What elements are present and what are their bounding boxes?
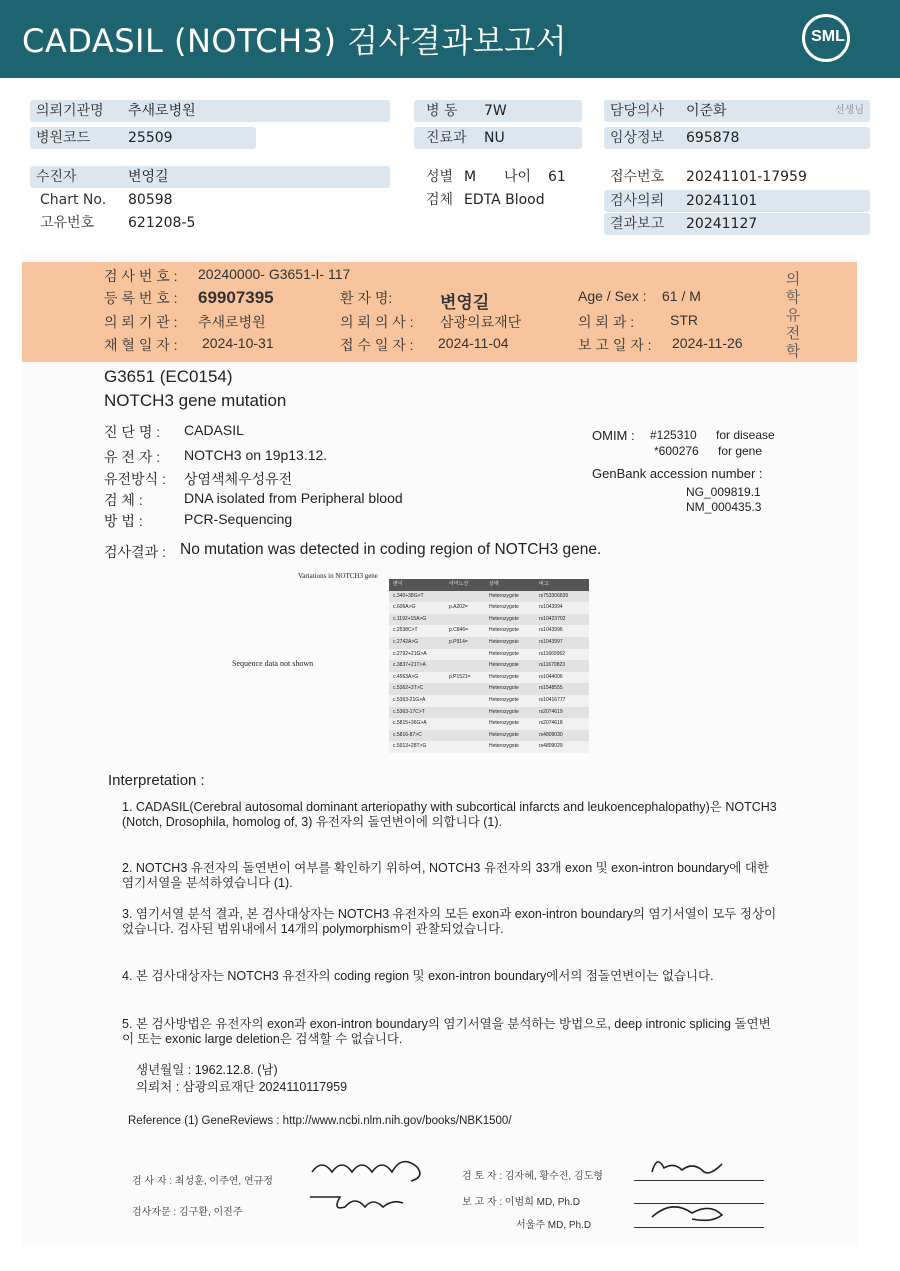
omim1: #125310 <box>650 428 697 442</box>
result-value: No mutation was detected in coding region of NOTCH3 gene. <box>180 541 602 558</box>
chart-value: 80598 <box>128 192 173 208</box>
test-name: NOTCH3 gene mutation <box>104 391 287 410</box>
inherit-label: 유전방식 : <box>104 471 166 487</box>
ref-institution: 의뢰처 : 삼광의료재단 2024110117959 <box>136 1080 348 1094</box>
diag-label: 진 단 명 : <box>104 424 161 440</box>
omim1-note: for disease <box>716 428 775 442</box>
table-row <box>389 707 589 719</box>
table-cell: rs10416777 <box>539 696 566 703</box>
specimen-label: 검체 <box>426 192 454 208</box>
signature-line <box>634 1180 764 1181</box>
receipt-field <box>604 166 870 188</box>
request-value: 20241101 <box>686 193 758 209</box>
table-cell: c.5362+3T>C <box>393 685 424 692</box>
inst-label: 의 뢰 기 관 : <box>104 314 178 330</box>
table-cell <box>449 718 489 730</box>
table-cell: Heterozygote <box>489 662 519 669</box>
report-date-value: 20241127 <box>686 216 758 232</box>
table-cell <box>449 649 489 661</box>
inst-value: 추새로병원 <box>198 314 266 330</box>
reg-no-label: 등 록 번 호 : <box>104 290 178 306</box>
chart-label: Chart No. <box>40 192 107 208</box>
table-cell: rs1548555 <box>539 685 563 692</box>
table-row <box>389 637 589 649</box>
interp-item-1: 1. CADASIL(Cerebral autosomal dominant arteriopathy with subcortical infarcts and leukoencephalopathy)은 NOTCH3 (Notch, Drosophila, homolog of, 3) 유전자의 돌연변이에 의합니다 (1). <box>122 800 777 829</box>
table-cell: c.5363-21G>A <box>393 696 426 703</box>
report-date-field <box>604 213 870 235</box>
seq-note: Sequence data not shown <box>232 659 314 668</box>
col-header: 상태 <box>489 581 499 587</box>
rep-date-value: 2024-11-26 <box>672 335 743 351</box>
omim2-note: for gene <box>718 444 763 458</box>
recv-date-value: 2024-11-04 <box>438 335 509 351</box>
patient-value: 변영길 <box>128 169 169 185</box>
table-cell: c.2792+21G>A <box>393 650 427 657</box>
omim2: *600276 <box>654 444 699 458</box>
interp-item-4: 4. 본 검사대상자는 NOTCH3 유전자의 coding region 및 exon-intron boundary에서의 점돌연변이는 없습니다. <box>122 969 714 983</box>
sex-label: 성별 <box>426 169 454 185</box>
table-row <box>389 683 589 695</box>
table-cell: rs2074618 <box>539 720 563 727</box>
table-cell: Heterozygote <box>489 592 519 599</box>
sample-label: 검 체 : <box>104 492 143 508</box>
hospital-code-label: 병원코드 <box>36 130 91 146</box>
report-dept-value: STR <box>670 312 698 328</box>
rep-date-label: 보 고 일 자 : <box>578 337 652 353</box>
requester-value: 삼광의료재단 <box>440 314 522 330</box>
logo-text: SML <box>811 28 845 45</box>
doctor-field <box>604 100 870 122</box>
dept-value: NU <box>484 130 505 146</box>
inherit-value: 상염색체우성유전 <box>184 471 293 487</box>
reference: Reference (1) GeneReviews : http://www.ncbi.nlm.nih.gov/books/NBK1500/ <box>128 1115 512 1127</box>
scanned-report <box>22 252 857 1247</box>
vertical-dept-text: 의학유전학 <box>785 270 801 360</box>
reg-no-value: 69907395 <box>198 288 274 307</box>
table-cell: rs4809030 <box>539 731 563 738</box>
sample-value: DNA isolated from Peripheral blood <box>184 490 403 506</box>
ward-value: 7W <box>484 103 507 119</box>
report-dept-label: 의 뢰 과 : <box>578 314 635 330</box>
table-cell: p.P1521= <box>449 673 471 680</box>
age-label: 나이 <box>504 169 532 185</box>
col-header: 아미노산 <box>449 581 469 587</box>
table-row <box>389 718 589 730</box>
table-cell: c.606A>G <box>393 604 416 611</box>
table-cell: rs753306839 <box>539 592 569 599</box>
table-cell: Heterozygote <box>489 604 519 611</box>
interp-item-5: 5. 본 검사방법은 유전자의 exon과 exon-intron boundary의 염기서열을 분석하는 방법으로, deep intronic splicing 돌연변이 또는 exonic large deletion은 검색할 수 없습니다. <box>122 1017 771 1046</box>
clinical-value: 695878 <box>686 130 740 146</box>
variations-title: Variations in NOTCH3 gene <box>298 572 378 580</box>
table-cell: c.1192+15A>G <box>393 615 427 622</box>
draw-date-label: 채 혈 일 자 : <box>104 337 178 353</box>
table-cell: Heterozygote <box>489 673 519 680</box>
reviewer-signature <box>632 1147 772 1237</box>
request-field <box>604 190 870 212</box>
unique-value: 621208-5 <box>128 215 196 231</box>
table-cell: c.340+38G>T <box>393 592 424 599</box>
table-row <box>389 602 589 614</box>
col-header: 변이 <box>393 581 403 587</box>
table-cell <box>449 707 489 719</box>
patient-field <box>30 166 390 188</box>
age-sex-value: 61 / M <box>662 288 701 304</box>
table-cell: Heterozygote <box>489 627 519 634</box>
examiner-signature <box>302 1150 452 1220</box>
table-cell: Heterozygote <box>489 615 519 622</box>
table-cell: rs1043997 <box>539 638 563 645</box>
result-label: 검사결과 : <box>104 544 166 560</box>
receipt-label: 접수번호 <box>610 169 665 185</box>
age-sex-label: Age / Sex : <box>578 288 647 304</box>
report-date-label: 결과보고 <box>610 216 665 232</box>
interp-item-3: 3. 염기서열 분석 결과, 본 검사대상자는 NOTCH3 유전자의 모든 exon과 exon-intron boundary의 염기서열이 모두 정상이었습니다. 검사된 범위내에서 14개의 polymorphism이 관찰되었습니다. <box>122 907 777 936</box>
table-cell: c.5815+36G>A <box>393 720 427 727</box>
requester-label: 의 뢰 의 사 : <box>340 314 414 330</box>
clinical-label: 임상정보 <box>610 130 665 146</box>
doctor-suffix: 선생님 <box>835 105 864 116</box>
table-cell: Heterozygote <box>489 638 519 645</box>
patient-name-value: 변영길 <box>440 293 490 312</box>
institution-field <box>30 100 390 122</box>
interpretation-title: Interpretation : <box>108 772 205 789</box>
sml-logo <box>802 14 850 62</box>
genbank-label: GenBank accession number : <box>592 466 763 481</box>
table-row <box>389 695 589 707</box>
institution-label: 의뢰기관명 <box>36 103 104 119</box>
patient-name-label: 환 자 명: <box>340 290 393 306</box>
table-cell <box>449 695 489 707</box>
table-cell: rs11669962 <box>539 650 566 657</box>
receipt-value: 20241101-17959 <box>686 169 807 185</box>
birth-date: 생년월일 : 1962.12.8. (남) <box>136 1063 278 1077</box>
table-row <box>389 649 589 661</box>
page-title: CADASIL (NOTCH3) 검사결과보고서 <box>22 22 568 60</box>
ward-field <box>414 100 582 122</box>
signature-line <box>634 1203 764 1204</box>
reporter2-name: 서울주 MD, Ph.D <box>516 1220 592 1231</box>
table-cell: p.P914= <box>449 638 468 645</box>
method-value: PCR-Sequencing <box>184 511 293 527</box>
table-cell: Heterozygote <box>489 696 519 703</box>
table-cell: rs1043996 <box>539 627 563 634</box>
reporter-name: 보 고 자 : 이범희 MD, Ph.D <box>462 1197 580 1208</box>
table-row <box>389 741 589 753</box>
table-row <box>389 660 589 672</box>
doctor-value: 이준화 <box>686 103 727 119</box>
table-cell: c.2742A>G <box>393 638 419 645</box>
table-cell: Heterozygote <box>489 650 519 657</box>
table-cell: c.5913+28T>G <box>393 743 427 750</box>
unique-field <box>30 212 390 234</box>
table-cell: rs1044006 <box>539 673 563 680</box>
request-label: 검사의뢰 <box>610 193 665 209</box>
table-cell <box>449 741 489 753</box>
method-label: 방 법 : <box>104 513 143 529</box>
table-cell <box>449 660 489 672</box>
variants-table <box>389 579 589 753</box>
table-cell: Heterozygote <box>489 720 519 727</box>
table-cell: rs11670823 <box>539 662 566 669</box>
gene-label: 유 전 자 : <box>104 449 161 465</box>
report-header-band <box>22 262 857 362</box>
test-no-label: 검 사 번 호 : <box>104 268 178 284</box>
table-cell: c.4563A>G <box>393 673 419 680</box>
table-cell: rs1043994 <box>539 604 563 611</box>
table-cell <box>449 683 489 695</box>
table-cell: Heterozygote <box>489 743 519 750</box>
hospital-code-field <box>30 127 256 149</box>
table-row <box>389 591 589 603</box>
table-cell <box>449 591 489 603</box>
table-cell: rs2074619 <box>539 708 563 715</box>
examiner-names: 검 사 자 : 최성훈, 이주연, 연규정 <box>132 1176 273 1187</box>
table-cell <box>449 730 489 742</box>
recv-date-label: 접 수 일 자 : <box>340 337 414 353</box>
chart-field <box>30 189 390 211</box>
dept-field <box>414 127 582 149</box>
table-cell: c.3837+21T>A <box>393 662 426 669</box>
col-header: 비고 <box>539 581 549 587</box>
diag-value: CADASIL <box>184 422 244 438</box>
table-cell: p.A202= <box>449 604 468 611</box>
table-cell: c.2538C>T <box>393 627 418 634</box>
table-cell: c.5363-17C>T <box>393 708 425 715</box>
table-cell: Heterozygote <box>489 685 519 692</box>
table-row <box>389 625 589 637</box>
patient-label: 수진자 <box>36 169 77 185</box>
table-cell: p.C846= <box>449 627 469 634</box>
signature-line <box>634 1227 764 1228</box>
doctor-label: 담당의사 <box>610 103 665 119</box>
dept-label: 진료과 <box>426 130 467 146</box>
specimen-field <box>414 189 582 211</box>
table-cell <box>449 614 489 626</box>
clinical-field <box>604 127 870 149</box>
draw-date-value: 2024-10-31 <box>202 335 274 351</box>
interp-item-2: 2. NOTCH3 유전자의 돌연변이 여부를 확인하기 위하여, NOTCH3 유전자의 33개 exon 및 exon-intron boundary에 대한 염기서열을 분석하였습니다 (1). <box>122 861 769 890</box>
table-cell: rs10423702 <box>539 615 566 622</box>
specimen-value: EDTA Blood <box>464 192 545 208</box>
table-cell: rs4809029 <box>539 743 563 750</box>
genbank1: NG_009819.1 <box>686 485 761 499</box>
gene-value: NOTCH3 on 19p13.12. <box>184 447 328 463</box>
table-row <box>389 672 589 684</box>
test-no-value: 20240000- G3651-I- 117 <box>198 266 351 282</box>
table-row <box>389 614 589 626</box>
table-cell: Heterozygote <box>489 731 519 738</box>
omim-label: OMIM : <box>592 428 635 443</box>
table-row <box>389 730 589 742</box>
table-cell: Heterozygote <box>489 708 519 715</box>
header-bar <box>0 0 900 78</box>
sex-age-field <box>414 166 582 188</box>
genbank2: NM_000435.3 <box>686 500 762 514</box>
reviewer-names: 검 토 자 : 김자혜, 황수진, 김도형 <box>462 1171 603 1182</box>
unique-label: 고유번호 <box>40 215 95 231</box>
table-header-row <box>389 579 589 591</box>
age-value: 61 <box>548 169 566 185</box>
advisor-names: 검사자문 : 김구환, 이진주 <box>132 1207 243 1218</box>
test-code: G3651 (EC0154) <box>104 367 233 386</box>
hospital-code-value: 25509 <box>128 130 173 146</box>
institution-value: 추새로병원 <box>128 103 196 119</box>
table-cell: c.5816-87>C <box>393 731 422 738</box>
ward-label: 병 동 <box>426 103 458 119</box>
sex-value: M <box>464 169 477 185</box>
